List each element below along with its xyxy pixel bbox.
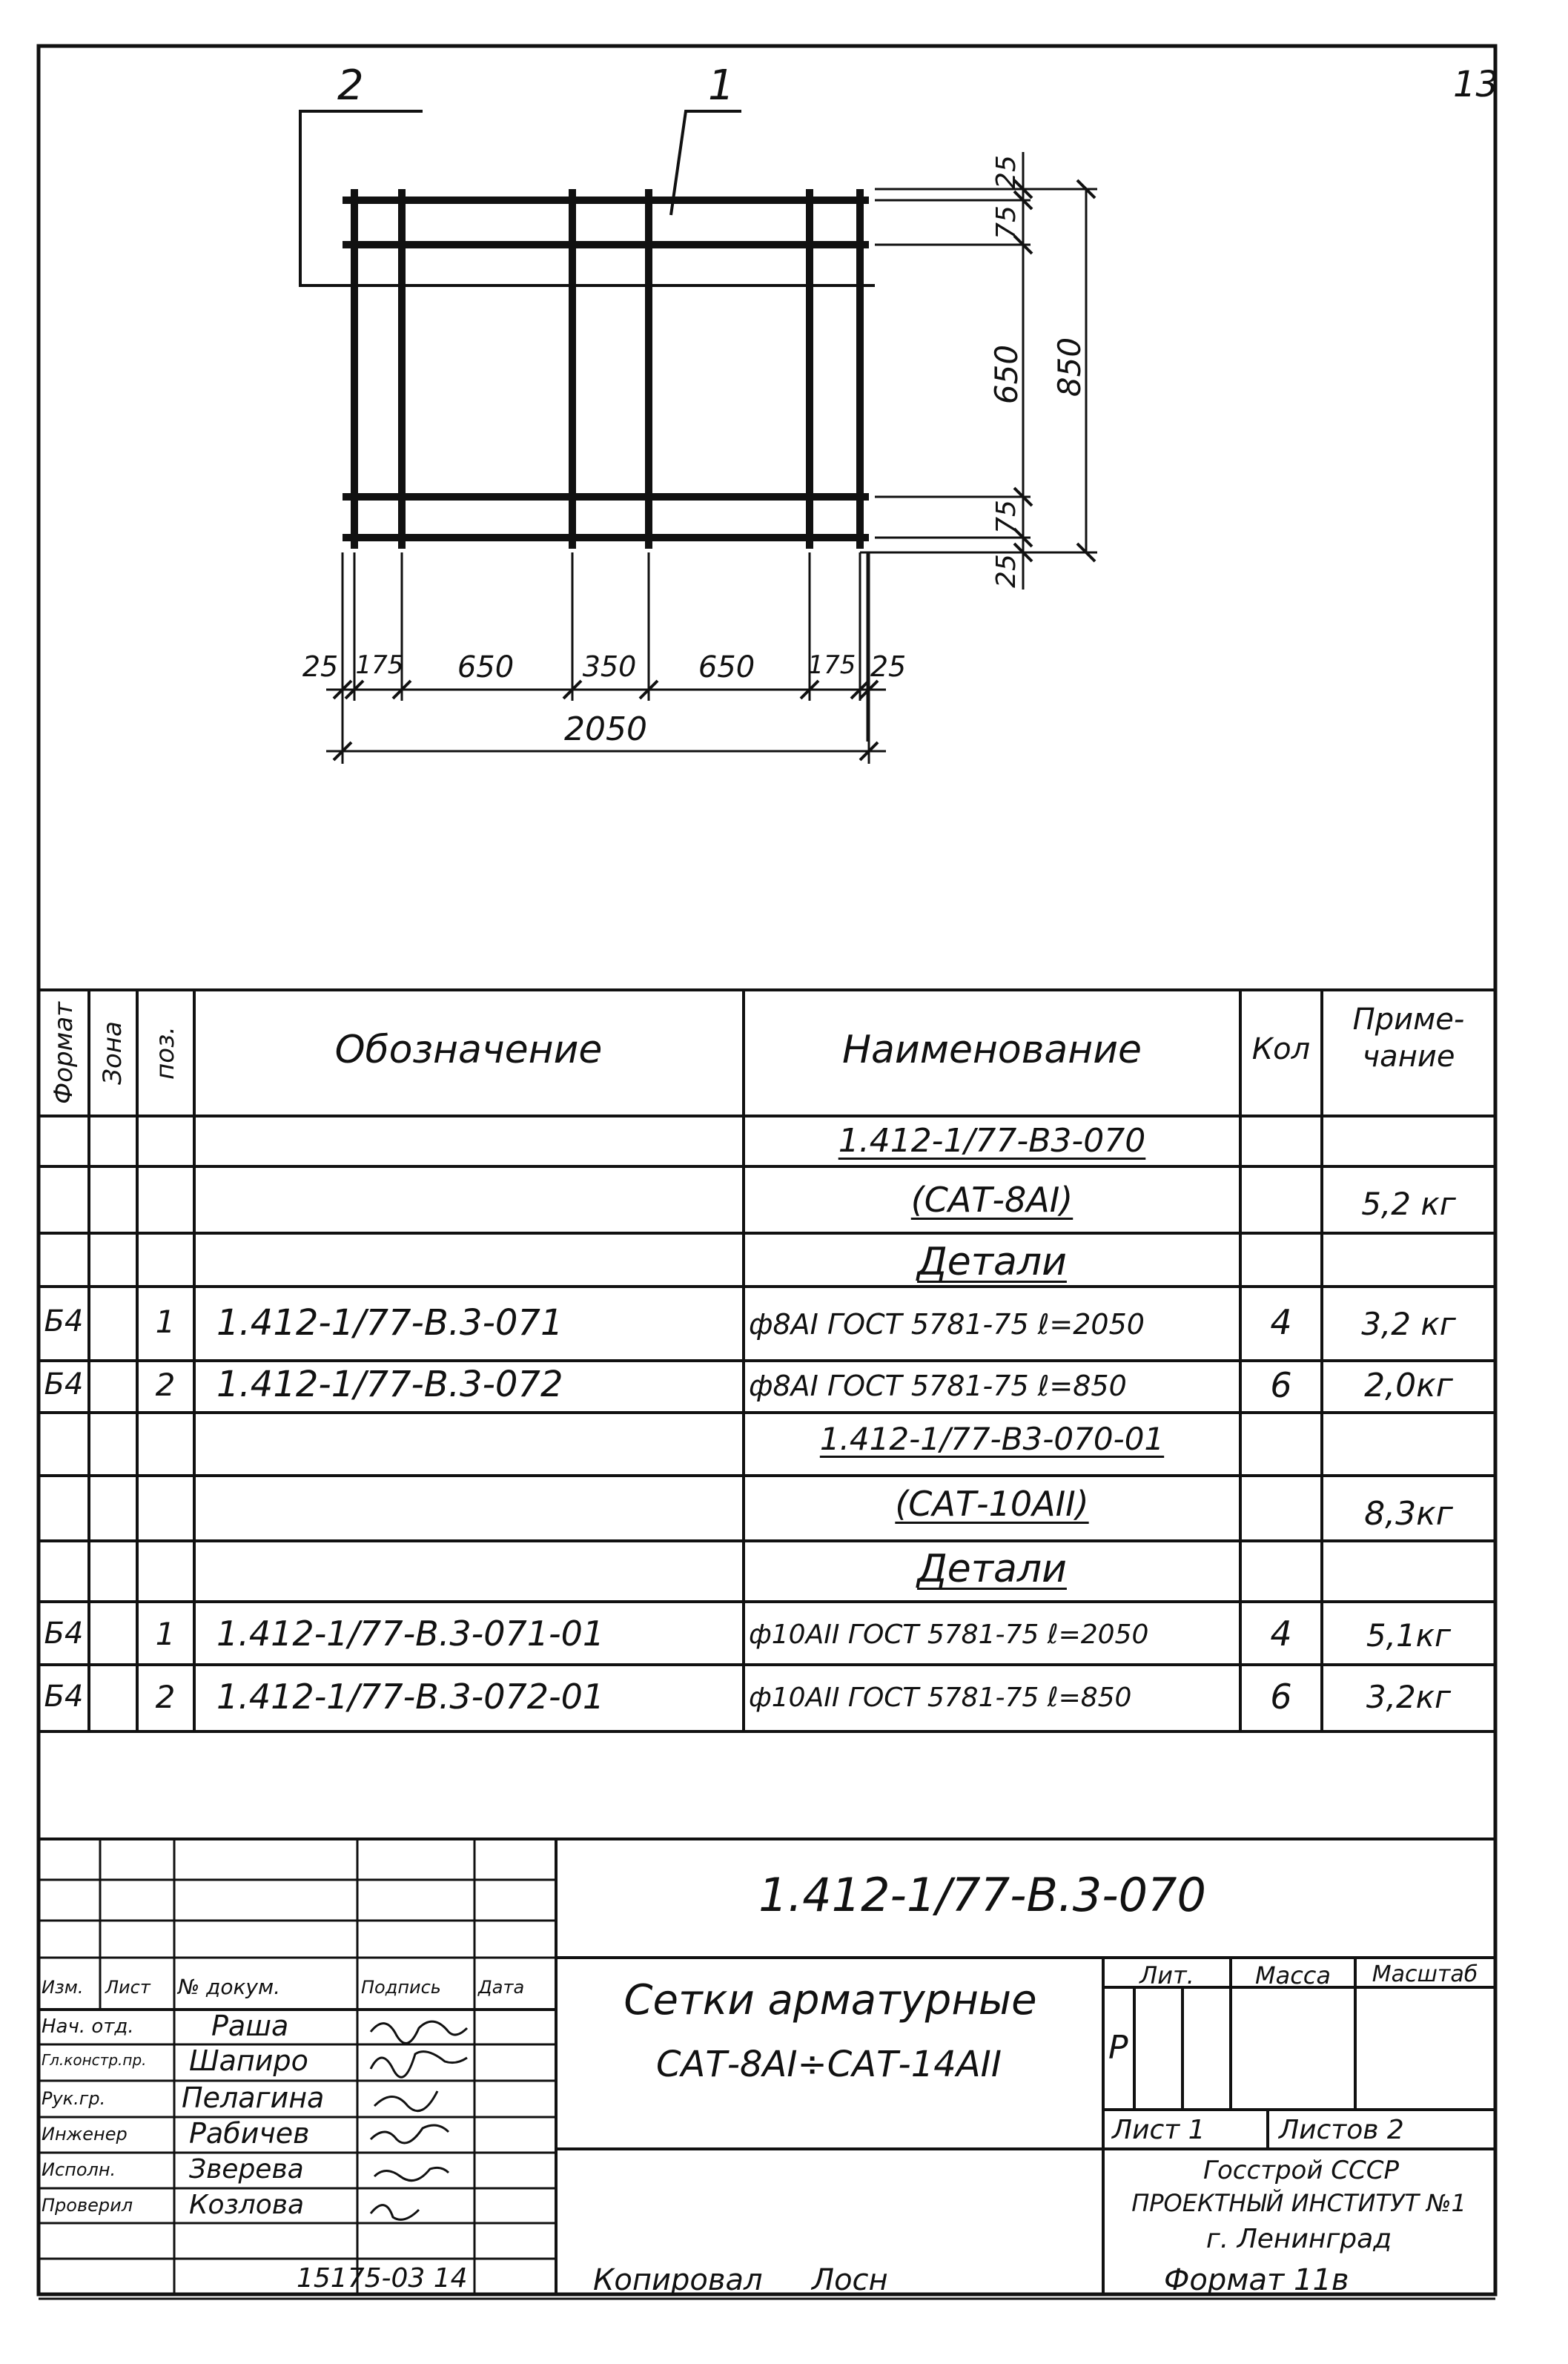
row-4-note: 3,2 кг bbox=[1361, 1306, 1456, 1342]
row-10-pos: 2 bbox=[155, 1679, 176, 1715]
header-note: Приме- чание bbox=[1352, 1003, 1465, 1074]
col-date: Дата bbox=[478, 1977, 525, 1998]
staff-role-5: Исполн. bbox=[42, 2159, 116, 2180]
col-signature: Подпись bbox=[361, 1977, 441, 1998]
dim-bottom-650-left: 650 bbox=[457, 650, 515, 684]
row-7-name: (САТ-10АII) bbox=[895, 1484, 1089, 1524]
dim-bottom-25-right: 25 bbox=[870, 650, 907, 683]
longitudinal-bars bbox=[343, 200, 869, 538]
title-line-1: Сетки арматурные bbox=[623, 1976, 1037, 2024]
row-5-format: Б4 bbox=[44, 1367, 84, 1401]
row-9-note: 5,1кг bbox=[1366, 1617, 1452, 1654]
scale-label: Масштаб bbox=[1372, 1961, 1478, 1987]
row-10-designation: 1.412-1/77-В.3-072-01 bbox=[216, 1677, 605, 1717]
col-doc-no: № докум. bbox=[178, 1975, 281, 1999]
row-1-name: 1.412-1/77-В3-070 bbox=[838, 1122, 1146, 1160]
staff-role-3: Рук.гр. bbox=[42, 2088, 106, 2109]
lit-value: Р bbox=[1108, 2029, 1128, 2067]
row-10-name: ф10АII ГОСТ 5781-75 ℓ=850 bbox=[749, 1683, 1132, 1713]
row-5-qty: 6 bbox=[1270, 1365, 1292, 1405]
mass-label: Масса bbox=[1254, 1961, 1332, 1990]
staff-name-3: Пелагина bbox=[182, 2081, 325, 2114]
header-designation: Обозначение bbox=[334, 1028, 603, 1072]
row-2-note: 5,2 кг bbox=[1361, 1186, 1456, 1222]
copier-name: Лосн bbox=[812, 2263, 888, 2297]
staff-name-1: Раша bbox=[211, 2010, 289, 2042]
sheet-label: Лист 1 bbox=[1112, 2115, 1205, 2145]
sheet-number: 13 bbox=[1453, 64, 1499, 105]
format-label: Формат 11в bbox=[1164, 2263, 1349, 2297]
header-qty: Кол bbox=[1251, 1032, 1311, 1066]
row-10-note: 3,2кг bbox=[1366, 1679, 1452, 1715]
org-line-1: Госстрой СССР bbox=[1203, 2156, 1399, 2185]
copied-label: Копировал bbox=[593, 2263, 763, 2297]
row-8-name: Детали bbox=[917, 1547, 1067, 1591]
document-code: 1.412-1/77-В.3-070 bbox=[758, 1868, 1206, 1922]
dim-bottom-25-left: 25 bbox=[302, 650, 339, 683]
staff-name-5: Зверева bbox=[189, 2154, 304, 2185]
row-4-designation: 1.412-1/77-В.3-071 bbox=[216, 1302, 563, 1344]
callout-2-label: 2 bbox=[337, 62, 364, 110]
header-zone: Зона bbox=[98, 1021, 128, 1085]
dim-right-75-bottom: 75 bbox=[991, 500, 1022, 534]
dim-total-height: 850 bbox=[1051, 337, 1088, 397]
header-pos: поз. bbox=[150, 1026, 180, 1080]
dim-bottom-650-right: 650 bbox=[698, 650, 755, 684]
row-9-name: ф10АII ГОСТ 5781-75 ℓ=2050 bbox=[749, 1620, 1149, 1650]
dim-right-650: 650 bbox=[988, 344, 1025, 405]
org-line-2: ПРОЕКТНЫЙ ИНСТИТУТ №1 bbox=[1131, 2189, 1466, 2217]
row-5-name: ф8АI ГОСТ 5781-75 ℓ=850 bbox=[749, 1370, 1127, 1402]
row-9-pos: 1 bbox=[155, 1616, 176, 1652]
row-3-name: Детали bbox=[917, 1240, 1067, 1284]
dim-right-75-top: 75 bbox=[991, 205, 1022, 240]
col-list: Лист bbox=[105, 1977, 150, 1998]
row-7-note: 8,3кг bbox=[1364, 1495, 1453, 1533]
lit-label: Лит. bbox=[1139, 1961, 1194, 1990]
row-4-format: Б4 bbox=[44, 1304, 84, 1338]
row-2-name: (САТ-8АI) bbox=[910, 1180, 1074, 1220]
row-6-name: 1.412-1/77-В3-070-01 bbox=[819, 1421, 1165, 1457]
row-4-name: ф8АI ГОСТ 5781-75 ℓ=2050 bbox=[749, 1308, 1145, 1341]
header-format: Формат bbox=[49, 1002, 79, 1104]
signatures bbox=[371, 2021, 467, 2219]
title-line-2: САТ-8АI÷САТ-14АII bbox=[656, 2044, 1002, 2085]
row-5-designation: 1.412-1/77-В.3-072 bbox=[216, 1364, 563, 1405]
dim-bottom-350: 350 bbox=[582, 650, 637, 683]
inventory-number: 15175-03 14 bbox=[297, 2263, 468, 2294]
staff-role-2: Гл.констр.пр. bbox=[42, 2051, 147, 2069]
callout-1-label: 1 bbox=[708, 62, 735, 110]
row-10-format: Б4 bbox=[44, 1680, 84, 1714]
dim-right-25-top: 25 bbox=[991, 155, 1022, 189]
staff-name-2: Шапиро bbox=[189, 2044, 308, 2077]
header-name: Наименование bbox=[841, 1028, 1142, 1072]
row-4-qty: 4 bbox=[1270, 1302, 1292, 1342]
col-izm: Изм. bbox=[42, 1977, 84, 1998]
dim-bottom-175-right: 175 bbox=[807, 650, 856, 680]
dim-right-25-bottom: 25 bbox=[991, 554, 1022, 588]
row-5-note: 2,0кг bbox=[1364, 1367, 1453, 1404]
row-4-pos: 1 bbox=[155, 1304, 176, 1340]
row-9-designation: 1.412-1/77-В.3-071-01 bbox=[216, 1614, 605, 1654]
sheets-label: Листов 2 bbox=[1279, 2115, 1404, 2145]
org-line-3: г. Ленинград bbox=[1205, 2224, 1392, 2254]
dim-total-width: 2050 bbox=[564, 710, 647, 748]
row-9-qty: 4 bbox=[1270, 1614, 1292, 1654]
row-9-format: Б4 bbox=[44, 1617, 84, 1651]
row-5-pos: 2 bbox=[155, 1367, 176, 1403]
staff-name-4: Рабичев bbox=[189, 2117, 310, 2150]
row-10-qty: 6 bbox=[1270, 1677, 1292, 1717]
dim-bottom-175-left: 175 bbox=[355, 650, 404, 680]
staff-role-6: Проверил bbox=[42, 2195, 133, 2216]
staff-role-1: Нач. отд. bbox=[42, 2015, 134, 2038]
staff-role-4: Инженер bbox=[42, 2124, 128, 2145]
staff-name-6: Козлова bbox=[189, 2190, 305, 2220]
